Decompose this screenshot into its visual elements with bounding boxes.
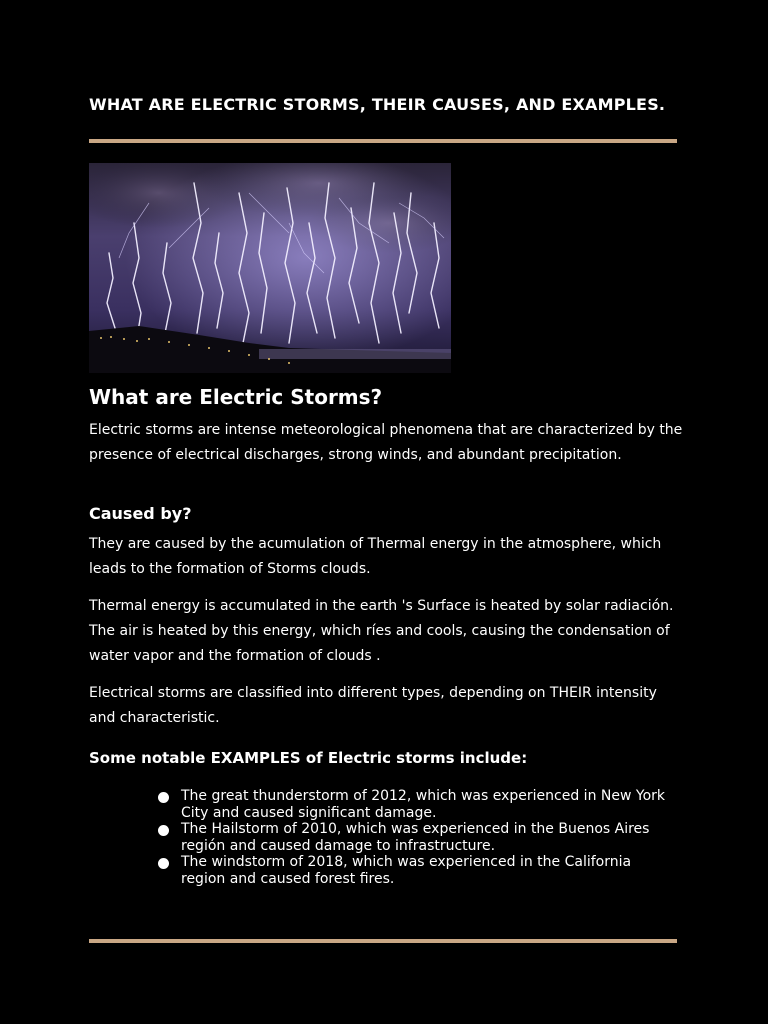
list-item-text: The Hailstorm of 2010, which was experienced in the Buenos Aires región and caused damage to infrastructure. [181, 821, 650, 854]
examples-list [157, 788, 677, 887]
document-title: WHAT ARE ELECTRIC STORMS, THEIR CAUSES, AND EXAMPLES. [89, 95, 666, 114]
list-item-text: The great thunderstorm of 2012, which was experienced in New York City and caused significant damage. [181, 788, 665, 821]
cause-paragraph-1: They are caused by the acumulation of Thermal energy in the atmosphere, which leads to the formation of Storms clouds. [89, 536, 662, 577]
list-item [157, 821, 677, 854]
bullet-icon [158, 825, 169, 836]
bullet-icon [158, 858, 169, 869]
bullet-icon [158, 792, 169, 803]
list-item [157, 788, 677, 821]
lightning-photo [89, 163, 451, 373]
title-divider [89, 139, 677, 143]
footer-divider [89, 939, 677, 943]
section-heading-examples: Some notable EXAMPLES of Electric storms include: [89, 749, 528, 767]
section-heading-what-are: What are Electric Storms? [89, 385, 383, 409]
cause-paragraph-2: Thermal energy is accumulated in the earth 's Surface is heated by solar radiación. The air is heated by this energy, which ríes and cools, causing the condensation of water vapor and the formation of clouds . [89, 598, 674, 664]
list-item [157, 854, 677, 887]
list-item-text: The windstorm of 2018, which was experienced in the California region and caused forest fires. [181, 854, 632, 887]
definition-paragraph: Electric storms are intense meteorological phenomena that are characterized by the presence of electrical discharges, strong winds, and abundant precipitation. [89, 422, 683, 463]
cause-paragraph-3: Electrical storms are classified into different types, depending on THEIR intensity and characteristic. [89, 685, 657, 726]
section-heading-caused-by: Caused by? [89, 504, 192, 523]
